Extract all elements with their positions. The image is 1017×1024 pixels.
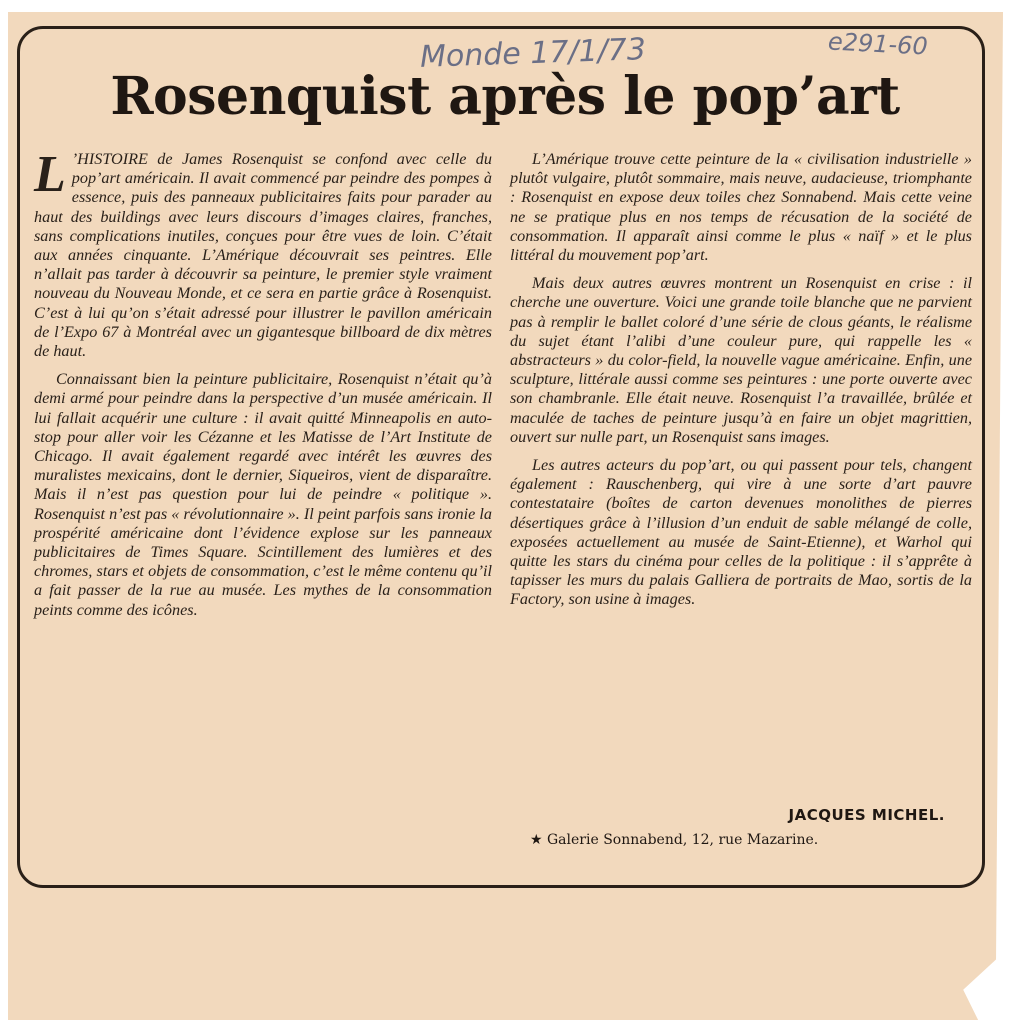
paragraph-text: ’HISTOIRE de James Rosenquist se confond avec celle du pop’art américain. Il avait commencé par peindre des pompes à essence, puis des panneaux publicitaires faits pour parader au haut des buildings avec leurs discours d’images claires, franches, sans complications inutiles, conçues pour être vues de loin. C’était aux années cinquante. L’Amérique découvrait ses peintres. Elle n’allait pas tarder à découvrir sa peinture, le premier style vraiment nouveau du Nouveau Monde, et ce sera en partie grâce à Rosenquist. C’est à lui qu’on s’était adressé pour illustrer le pavillon américain de l’Expo 67 à Montréal avec un gigantesque billboard de dix mètres de haut.: [34, 150, 492, 361]
article-paragraph: [34, 146, 492, 361]
handwritten-reference-number: e291-60: [827, 27, 929, 61]
gallery-footnote: ★ Galerie Sonnabend, 12, rue Mazarine.: [530, 832, 819, 848]
article-paragraph: Connaissant bien la peinture publicitaire, Rosenquist n’était qu’à demi armé pour peindre dans la perspective d’un musée américain. Il lui fallait acquérir une culture : il avait quitté Minneapolis en auto-stop pour aller voir les Cézanne et les Matisse de l’Art Institute de Chicago. Il avait également regardé avec intérêt les œuvres des muralistes mexicains, dont le dernier, Siqueiros, vient de disparaître. Mais il n’est pas question pour lui de peindre « politique ». Rosenquist n’est pas « révolutionnaire ». Il peint parfois sans ironie la prospérité américaine dont l’évidence explose sur les panneaux publicitaires de Times Square. Scintillement des lumières et des chromes, stars et objets de consommation, c’est le même contenu qu’il a fait passer de la rue au musée. Les mythes de la consommation peints comme des icônes.: [34, 370, 492, 619]
article-paragraph: L’Amérique trouve cette peinture de la « civilisation industrielle » plutôt vulgaire, plutôt sommaire, mais neuve, audacieuse, triomphante : Rosenquist en expose deux toiles chez Sonnabend. Mais cette veine ne se pratique plus en nos temps de récusation de la société de consommation. Il apparaît ainsi comme le plus « naïf » et le plus littéral du mouvement pop’art.: [510, 150, 972, 265]
article-paragraph: Les autres acteurs du pop’art, ou qui passent pour tels, changent également : Rauschenberg, qui vire à une sorte d’art pauvre contestataire (boîtes de carton devenues monolithes de pierres désertiques grâce à l’illusion d’un enduit de sable mélangé de colle, exposées actuellement au musée de Saint-Etienne), et Warhol qui quitte les stars du cinéma pour celles de la politique : il s’apprête à tapisser les murs du palais Galliera de portraits de Mao, sortis de la Factory, son usine à images.: [510, 456, 972, 609]
article-paragraph: Mais deux autres œuvres montrent un Rosenquist en crise : il cherche une ouverture. Voici une grande toile blanche que ne parvient pas à remplir le ballet coloré d’une série de clous géants, le réalisme du sujet étant l’alibi d’une couleur pure, qui rappelle les « abstracteurs » du color-field, la nouvelle vague américaine. Enfin, une sculpture, littérale aussi comme ses peintures : une porte ouverte avec son chambranle. Elle était neuve. Rosenquist l’a travaillée, brûlée et maculée de taches de peinture jusqu’à en faire un objet magrittien, ouvert sur nulle part, un Rosenquist sans images.: [510, 274, 972, 446]
drop-cap: L: [34, 146, 66, 203]
article-headline: Rosenquist après le pop’art: [110, 66, 900, 127]
article-left-column: [34, 146, 492, 629]
handwritten-source-note: Monde 17/1/73: [419, 32, 647, 75]
article-right-column: [510, 150, 972, 619]
author-signature: JACQUES MICHEL.: [788, 806, 945, 824]
